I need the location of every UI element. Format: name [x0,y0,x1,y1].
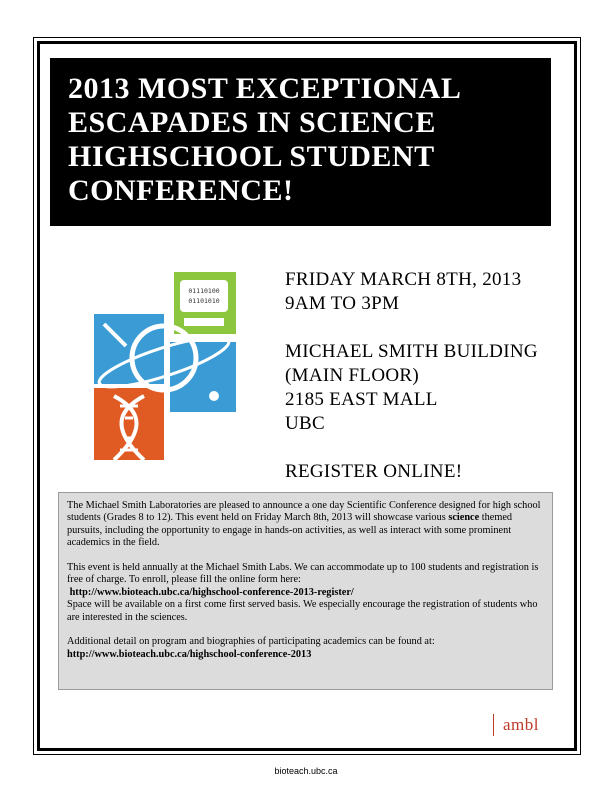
keyboard-icon [184,318,224,326]
science-logo [92,272,242,462]
detail-link[interactable]: http://www.bioteach.ubc.ca/highschool-conference-2013 [67,648,312,660]
event-campus: UBC [285,413,325,434]
brand-mark [493,714,539,736]
info-paragraph-1: The Michael Smith Laboratories are pleased to announce a one day Scientific Conference designed for high school students (Grades 8 to 12). This event held on Friday March 8th, 2013 will showcase various science themed pursuits, including the opportunity to engage in hands-on activities, as well as interact with some prominent academics in the field. [67,500,541,549]
register-link[interactable]: http://www.bioteach.ubc.ca/highschool-conference-2013-register/ [69,586,354,598]
title-line-2: ESCAPADES IN SCIENCE [68,106,436,139]
event-floor: (MAIN FLOOR) [285,365,419,386]
title-line-3: HIGHSCHOOL STUDENT [68,140,435,173]
science-emphasis: science [448,512,480,524]
info-paragraph-3: Additional detail on program and biographies of participating academics can be found at: http://www.bioteach.ubc.ca/highschool-conference-2013 [67,636,435,660]
event-street: 2185 EAST MALL [285,389,438,410]
title-line-1: 2013 MOST EXCEPTIONAL [68,72,462,105]
brand-name: ambl [503,715,539,734]
monitor-icon [180,280,228,312]
event-date: FRIDAY MARCH 8TH, 2013 [285,269,522,290]
info-box [58,492,553,690]
binary-line-1: 01110100 [188,287,220,295]
event-building: MICHAEL SMITH BUILDING [285,341,538,362]
title-banner [50,58,551,226]
binary-line-2: 01101010 [188,297,220,305]
planet-tile-right [170,342,236,412]
register-online-text: REGISTER ONLINE! [285,461,463,482]
title-line-4: CONFERENCE! [68,174,294,207]
moon-icon [209,391,219,401]
event-time: 9AM TO 3PM [285,293,400,314]
footer-url: bioteach.ubc.ca [274,766,338,776]
event-details [285,268,565,484]
info-paragraph-2: This event is held annually at the Michael Smith Labs. We can accommodate up to 100 students and registration is free of charge. To enroll, please fill the online form here: http://www.bioteach.ubc.ca/highschool-conference-2013-register/ Space will be available on a first come first served basis. We especially encourage the registration of students who are interested in the sciences. [67,562,539,623]
